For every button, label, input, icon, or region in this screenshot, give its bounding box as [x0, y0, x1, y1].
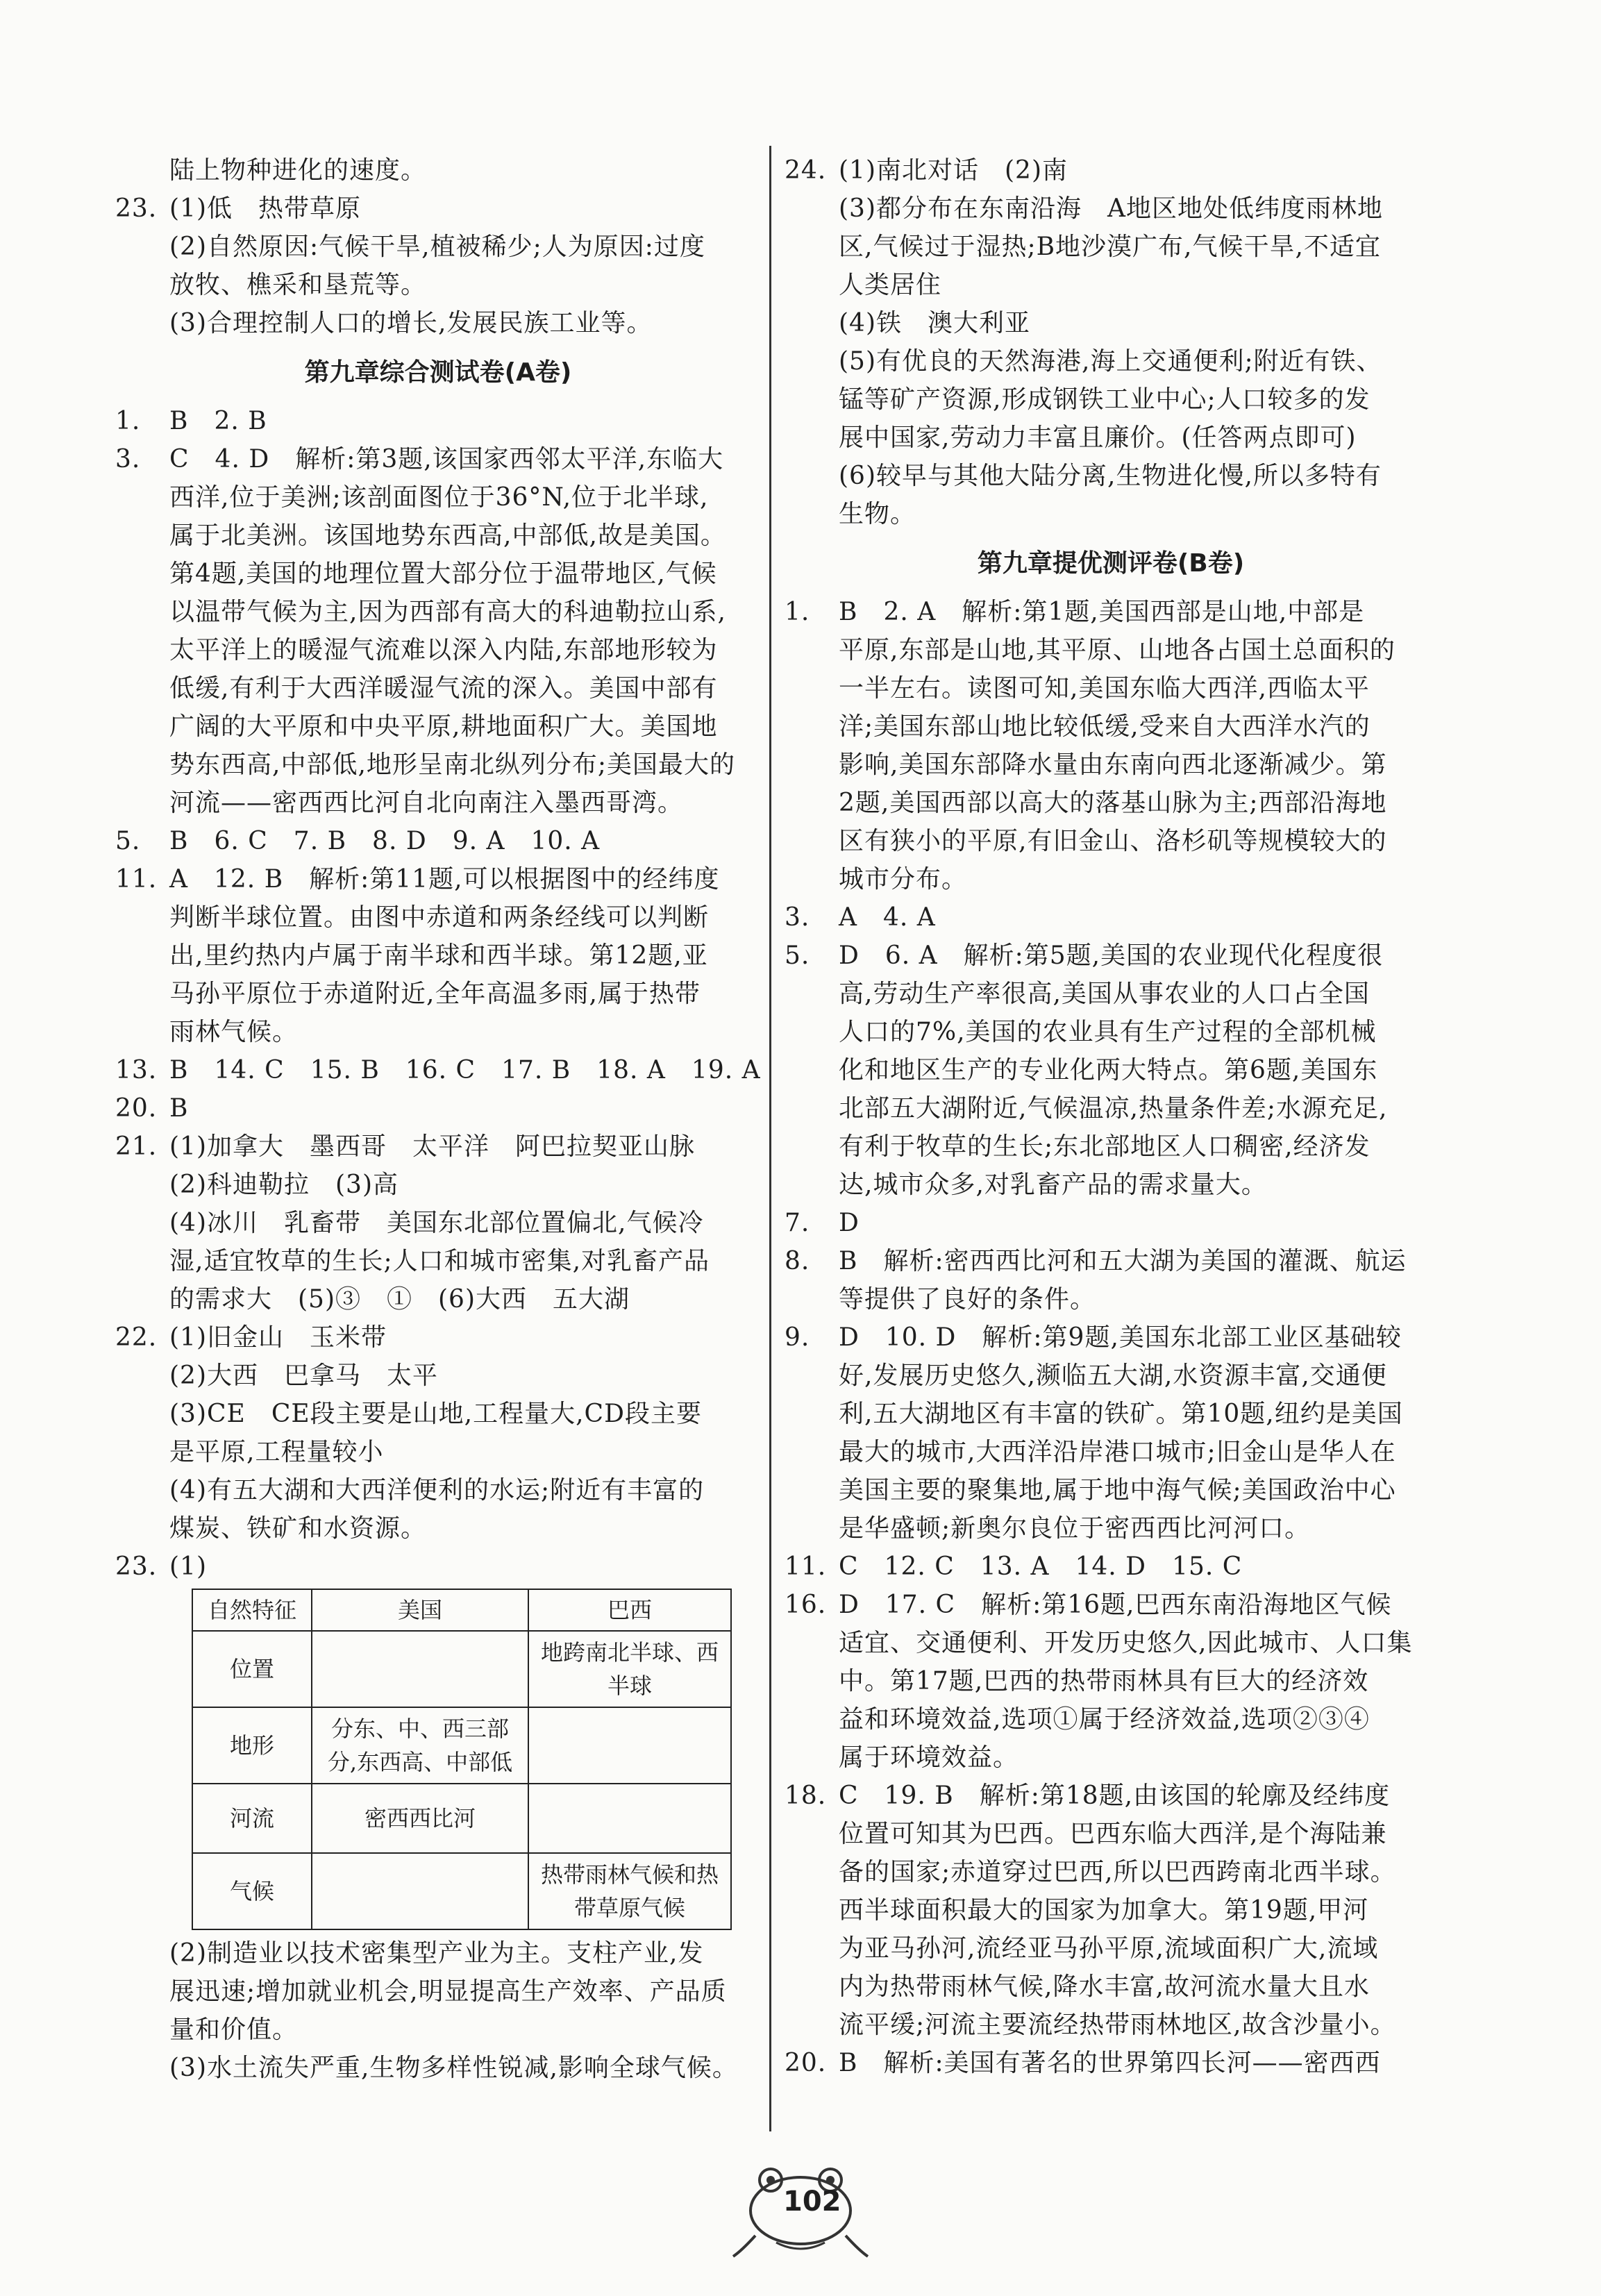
answer-text: (2)大西 巴拿马 太平	[169, 1361, 438, 1390]
table-cell: 密西西比河	[312, 1784, 528, 1853]
answer-text: 美国主要的聚集地,属于地中海气候;美国政治中心	[839, 1476, 1396, 1505]
answer-line	[115, 1972, 761, 2011]
table-header: 巴西	[528, 1589, 731, 1631]
answer-line	[785, 1089, 1437, 1128]
right-column	[785, 151, 1437, 2082]
answer-text: B	[169, 1094, 189, 1123]
answer-text: (1)南北对话 (2)南	[839, 156, 1068, 185]
answer-text: 好,发展历史悠久,濒临五大湖,水资源丰富,交通便	[839, 1361, 1387, 1390]
table-header: 美国	[312, 1589, 528, 1631]
answer-line	[785, 1853, 1437, 1891]
answer-line	[115, 440, 761, 478]
answer-text: 展中国家,劳动力丰富且廉价。(任答两点即可)	[839, 424, 1357, 452]
answer-text: (4)铁 澳大利亚	[839, 309, 1030, 337]
answer-text: 的需求大 (5)③ ① (6)大西 五大湖	[169, 1285, 630, 1314]
answer-line	[785, 419, 1437, 457]
answer-line	[115, 555, 761, 593]
answer-line	[785, 304, 1437, 342]
answer-line	[115, 1548, 761, 1586]
answer-line	[785, 1318, 1437, 1357]
question-number: 11.	[115, 865, 158, 894]
answer-text: (6)较早与其他大陆分离,生物进化慢,所以多特有	[839, 462, 1382, 490]
question-number: 3.	[785, 903, 810, 932]
table-cell: 地形	[192, 1707, 312, 1784]
answer-text: (1)加拿大 墨西哥 太平洋 阿巴拉契亚山脉	[169, 1132, 695, 1161]
answer-line	[785, 1242, 1437, 1280]
answer-line	[115, 151, 761, 190]
answer-line	[785, 1280, 1437, 1318]
answer-text: 适宜、交通便利、开发历史悠久,因此城市、人口集	[839, 1629, 1413, 1657]
answer-text: 放牧、樵采和垦荒等。	[169, 271, 427, 299]
question-number: 8.	[785, 1247, 810, 1275]
answer-line	[115, 402, 761, 440]
answer-line	[115, 898, 761, 937]
question-number: 11.	[785, 1552, 827, 1581]
answer-line	[115, 669, 761, 707]
question-number: 3.	[115, 445, 141, 474]
question-number: 1.	[785, 598, 810, 626]
answer-text: 影响,美国东部降水量由东南向西北逐渐减少。第	[839, 751, 1387, 779]
comparison-table	[192, 1589, 732, 1930]
right-top-lines	[785, 151, 1437, 533]
answer-text: 马孙平原位于赤道附近,全年高温多雨,属于热带	[169, 980, 701, 1008]
question-number: 1.	[115, 407, 141, 435]
table-row	[192, 1784, 731, 1853]
answer-text: 平原,东部是山地,其平原、山地各占国土总面积的	[839, 636, 1395, 664]
page-number: 102	[783, 2186, 841, 2218]
answer-line	[785, 1700, 1437, 1738]
answer-text: B 14. C 15. B 16. C 17. B 18. A 19. A	[169, 1056, 761, 1084]
answer-line	[115, 1013, 761, 1051]
answer-line	[115, 937, 761, 975]
answer-line	[785, 342, 1437, 380]
answer-text: 中。第17题,巴西的热带雨林具有巨大的经济效	[839, 1667, 1369, 1695]
answer-line	[115, 1357, 761, 1395]
answer-text: D 10. D 解析:第9题,美国东北部工业区基础较	[839, 1323, 1402, 1352]
section-title-b: 第九章提优测评卷(B卷)	[977, 549, 1245, 578]
answer-text: 陆上物种进化的速度。	[169, 156, 427, 185]
answer-text: 高,劳动生产率很高,美国从事农业的人口占全国	[839, 980, 1370, 1008]
answer-text: (3)都分布在东南沿海 A地区地处低纬度雨林地	[839, 194, 1383, 223]
answer-text: 区有狭小的平原,有旧金山、洛杉矶等规模较大的	[839, 827, 1387, 855]
answer-line	[115, 1204, 761, 1242]
answer-line	[115, 860, 761, 898]
answer-text: B 2. A 解析:第1题,美国西部是山地,中部是	[839, 598, 1365, 626]
answer-text: B 解析:美国有著名的世界第四长河——密西西	[839, 2049, 1381, 2077]
comparison-table-wrap	[192, 1589, 761, 1930]
answer-line	[785, 190, 1437, 228]
answer-text: 达,城市众多,对乳畜产品的需求量大。	[839, 1171, 1267, 1199]
answer-line	[785, 1357, 1437, 1395]
answer-text: 内为热带雨林气候,降水丰富,故河流水量大且水	[839, 1972, 1370, 2001]
answer-line	[785, 746, 1437, 784]
answer-text: 2题,美国西部以高大的落基山脉为主;西部沿海地	[839, 789, 1387, 817]
table-cell: 热带雨林气候和热带草原气候	[528, 1853, 731, 1929]
page-footer	[728, 2161, 873, 2265]
answer-text: 雨林气候。	[169, 1018, 299, 1046]
answer-text: (1)低 热带草原	[169, 194, 361, 223]
answer-line	[115, 1089, 761, 1128]
answer-text: (2)科迪勒拉 (3)高	[169, 1171, 399, 1199]
table-cell	[312, 1631, 528, 1707]
answer-line	[115, 1509, 761, 1548]
answer-text: (4)冰川 乳畜带 美国东北部位置偏北,气候冷	[169, 1209, 704, 1237]
answer-text: 太平洋上的暖湿气流难以深入内陆,东部地形较为	[169, 636, 718, 664]
answer-text: 最大的城市,大西洋沿岸港口城市;旧金山是华人在	[839, 1438, 1396, 1466]
answer-text: 生物。	[839, 500, 916, 528]
question-number: 13.	[115, 1056, 158, 1084]
answer-line	[785, 2044, 1437, 2082]
answer-line	[785, 266, 1437, 304]
table-row	[192, 1707, 731, 1784]
answer-text: 一半左右。读图可知,美国东临大西洋,西临太平	[839, 674, 1370, 703]
answer-text: (4)有五大湖和大西洋便利的水运;附近有丰富的	[169, 1476, 705, 1505]
answer-line	[785, 1051, 1437, 1089]
answer-text: (2)自然原因:气候干旱,植被稀少;人为原因:过度	[169, 233, 705, 261]
answer-text: 是平原,工程量较小	[169, 1438, 384, 1466]
answer-text: 城市分布。	[839, 865, 968, 894]
answer-text: 西半球面积最大的国家为加拿大。第19题,甲河	[839, 1896, 1369, 1925]
question-number: 22.	[115, 1323, 158, 1352]
answer-line	[115, 593, 761, 631]
answer-line	[115, 304, 761, 342]
table-cell	[528, 1707, 731, 1784]
table-row	[192, 1853, 731, 1929]
answer-text: 人类居住	[839, 271, 942, 299]
answer-text: B 2. B	[169, 407, 267, 435]
answer-line	[115, 784, 761, 822]
answer-text: 低缓,有利于大西洋暖湿气流的深入。美国中部有	[169, 674, 718, 703]
answer-line	[785, 860, 1437, 898]
left-after-lines	[115, 1934, 761, 2087]
answer-text: (3)合理控制人口的增长,发展民族工业等。	[169, 309, 653, 337]
answer-line	[785, 1929, 1437, 1968]
answer-line	[785, 1395, 1437, 1433]
answer-line	[115, 2049, 761, 2087]
answer-text: 属于环境效益。	[839, 1743, 1019, 1772]
answer-line	[115, 228, 761, 266]
answer-line	[115, 822, 761, 860]
table-cell: 地跨南北半球、西半球	[528, 1631, 731, 1707]
table-row	[192, 1631, 731, 1707]
question-number: 7.	[785, 1209, 810, 1237]
answer-line	[115, 1934, 761, 1972]
answer-line	[785, 1738, 1437, 1777]
answer-line	[115, 707, 761, 746]
answer-text: (1)	[169, 1552, 207, 1581]
answer-text: D	[839, 1209, 860, 1237]
answer-line	[785, 1548, 1437, 1586]
answer-text: 有利于牧草的生长;东北部地区人口稠密,经济发	[839, 1132, 1371, 1161]
table-cell: 位置	[192, 1631, 312, 1707]
answer-text: 西洋,位于美洲;该剖面图位于36°N,位于北半球,	[169, 483, 709, 512]
answer-line	[115, 1433, 761, 1471]
table-cell	[528, 1784, 731, 1853]
answer-text: 第4题,美国的地理位置大部分位于温带地区,气候	[169, 560, 717, 588]
answer-line	[785, 1166, 1437, 1204]
answer-line	[115, 517, 761, 555]
answer-line	[785, 631, 1437, 669]
question-number: 24.	[785, 156, 827, 185]
answer-text: 是华盛顿;新奥尔良位于密西西比河河口。	[839, 1514, 1311, 1543]
answer-line	[785, 495, 1437, 533]
answer-line	[785, 1586, 1437, 1624]
answer-text: 湿,适宜牧草的生长;人口和城市密集,对乳畜产品	[169, 1247, 710, 1275]
table-header: 自然特征	[192, 1589, 312, 1631]
answer-line	[785, 1968, 1437, 2006]
answer-line	[785, 593, 1437, 631]
answer-text: 河流——密西西比河自北向南注入墨西哥湾。	[169, 789, 684, 817]
answer-text: 展迅速;增加就业机会,明显提高生产效率、产品质	[169, 1977, 727, 2006]
answer-text: 以温带气候为主,因为西部有高大的科迪勒拉山系,	[169, 598, 726, 626]
answer-text: (3)CE CE段主要是山地,工程量大,CD段主要	[169, 1400, 702, 1428]
answer-line	[785, 1471, 1437, 1509]
answer-text: 备的国家;赤道穿过巴西,所以巴西跨南北西半球。	[839, 1858, 1396, 1886]
left-main-lines	[115, 402, 761, 1586]
answer-line	[115, 975, 761, 1013]
question-number: 20.	[785, 2049, 827, 2077]
answer-line	[785, 898, 1437, 937]
answer-text: 化和地区生产的专业化两大特点。第6题,美国东	[839, 1056, 1378, 1084]
answer-line	[785, 1777, 1437, 1815]
table-cell	[312, 1853, 528, 1929]
answer-line	[785, 380, 1437, 419]
answer-text: 人口的7%,美国的农业具有生产过程的全部机械	[839, 1018, 1377, 1046]
question-number: 5.	[115, 827, 141, 855]
right-main-lines	[785, 593, 1437, 2082]
answer-line	[115, 2011, 761, 2049]
answer-text: C 19. B 解析:第18题,由该国的轮廓及经纬度	[839, 1782, 1391, 1810]
answer-line	[785, 151, 1437, 190]
answer-text: A 4. A	[839, 903, 936, 932]
answer-line	[785, 937, 1437, 975]
answer-text: B 解析:密西西比河和五大湖为美国的灌溉、航运	[839, 1247, 1407, 1275]
table-header-row	[192, 1589, 731, 1631]
answer-text: 北部五大湖附近,气候温凉,热量条件差;水源充足,	[839, 1094, 1388, 1123]
answer-text: D 6. A 解析:第5题,美国的农业现代化程度很	[839, 941, 1384, 970]
left-top-lines	[115, 151, 761, 342]
answer-text: 广阔的大平原和中央平原,耕地面积广大。美国地	[169, 712, 718, 741]
question-number: 5.	[785, 941, 810, 970]
answer-text: (3)水土流失严重,生物多样性锐减,影响全球气候。	[169, 2054, 738, 2082]
answer-line	[115, 1051, 761, 1089]
answer-text: (2)制造业以技术密集型产业为主。支柱产业,发	[169, 1939, 704, 1968]
answer-line	[785, 457, 1437, 495]
answer-text: 出,里约热内卢属于南半球和西半球。第12题,亚	[169, 941, 708, 970]
answer-line	[785, 1013, 1437, 1051]
question-number: 20.	[115, 1094, 158, 1123]
answer-line	[115, 478, 761, 517]
answer-line	[115, 1280, 761, 1318]
answer-line	[785, 1509, 1437, 1548]
answer-text: 量和价值。	[169, 2016, 299, 2044]
answer-text: 益和环境效益,选项①属于经济效益,选项②③④	[839, 1705, 1370, 1734]
answer-line	[785, 228, 1437, 266]
answer-line	[785, 784, 1437, 822]
answer-line	[115, 1318, 761, 1357]
answer-line	[115, 631, 761, 669]
answer-text: 为亚马孙河,流经亚马孙平原,流域面积广大,流域	[839, 1934, 1379, 1963]
answer-line	[115, 1166, 761, 1204]
answer-text: 利,五大湖地区有丰富的铁矿。第10题,纽约是美国	[839, 1400, 1403, 1428]
answer-text: 属于北美洲。该国地势东西高,中部低,故是美国。	[169, 521, 726, 550]
table-cell: 河流	[192, 1784, 312, 1853]
table-cell: 气候	[192, 1853, 312, 1929]
column-divider	[769, 146, 771, 2131]
answer-line	[785, 669, 1437, 707]
answer-text: 锰等矿产资源,形成钢铁工业中心;人口较多的发	[839, 385, 1371, 414]
answer-line	[785, 1815, 1437, 1853]
question-number: 23.	[115, 1552, 158, 1581]
answer-text: C 12. C 13. A 14. D 15. C	[839, 1552, 1243, 1581]
answer-text: 煤炭、铁矿和水资源。	[169, 1514, 427, 1543]
answer-text: 位置可知其为巴西。巴西东临大西洋,是个海陆兼	[839, 1820, 1387, 1848]
answer-text: (5)有优良的天然海港,海上交通便利;附近有铁、	[839, 347, 1382, 376]
answer-line	[115, 190, 761, 228]
answer-text: 区,气候过于湿热;B地沙漠广布,气候干旱,不适宜	[839, 233, 1381, 261]
answer-line	[785, 1891, 1437, 1929]
answer-text: A 12. B 解析:第11题,可以根据图中的经纬度	[169, 865, 720, 894]
answer-text: C 4. D 解析:第3题,该国家西邻太平洋,东临大	[169, 445, 724, 474]
answer-text: 等提供了良好的条件。	[839, 1285, 1096, 1314]
question-number: 9.	[785, 1323, 810, 1352]
answer-line	[115, 1471, 761, 1509]
answer-line	[115, 266, 761, 304]
answer-line	[785, 975, 1437, 1013]
answer-line	[785, 1624, 1437, 1662]
answer-text: 洋;美国东部山地比较低缓,受来自大西洋水汽的	[839, 712, 1371, 741]
answer-text: (1)旧金山 玉米带	[169, 1323, 387, 1352]
answer-text: 流平缓;河流主要流经热带雨林地区,故含沙量小。	[839, 2011, 1396, 2039]
answer-line	[115, 1242, 761, 1280]
answer-line	[785, 1204, 1437, 1242]
answer-line	[785, 2006, 1437, 2044]
question-number: 23.	[115, 194, 158, 223]
answer-text: B 6. C 7. B 8. D 9. A 10. A	[169, 827, 601, 855]
answer-line	[785, 1662, 1437, 1700]
question-number: 16.	[785, 1591, 827, 1619]
question-number: 21.	[115, 1132, 158, 1161]
question-number: 18.	[785, 1782, 827, 1810]
answer-line	[115, 1395, 761, 1433]
answer-text: 势东西高,中部低,地形呈南北纵列分布;美国最大的	[169, 751, 736, 779]
answer-line	[785, 707, 1437, 746]
answer-line	[785, 1128, 1437, 1166]
answer-line	[785, 1433, 1437, 1471]
answer-text: D 17. C 解析:第16题,巴西东南沿海地区气候	[839, 1591, 1392, 1619]
section-title-a: 第九章综合测试卷(A卷)	[304, 358, 572, 387]
answer-text: 判断半球位置。由图中赤道和两条经线可以判断	[169, 903, 710, 932]
answer-line	[785, 822, 1437, 860]
answer-line	[115, 746, 761, 784]
table-cell: 分东、中、西三部分,东西高、中部低	[312, 1707, 528, 1784]
left-column	[115, 151, 761, 2087]
answer-line	[115, 1128, 761, 1166]
